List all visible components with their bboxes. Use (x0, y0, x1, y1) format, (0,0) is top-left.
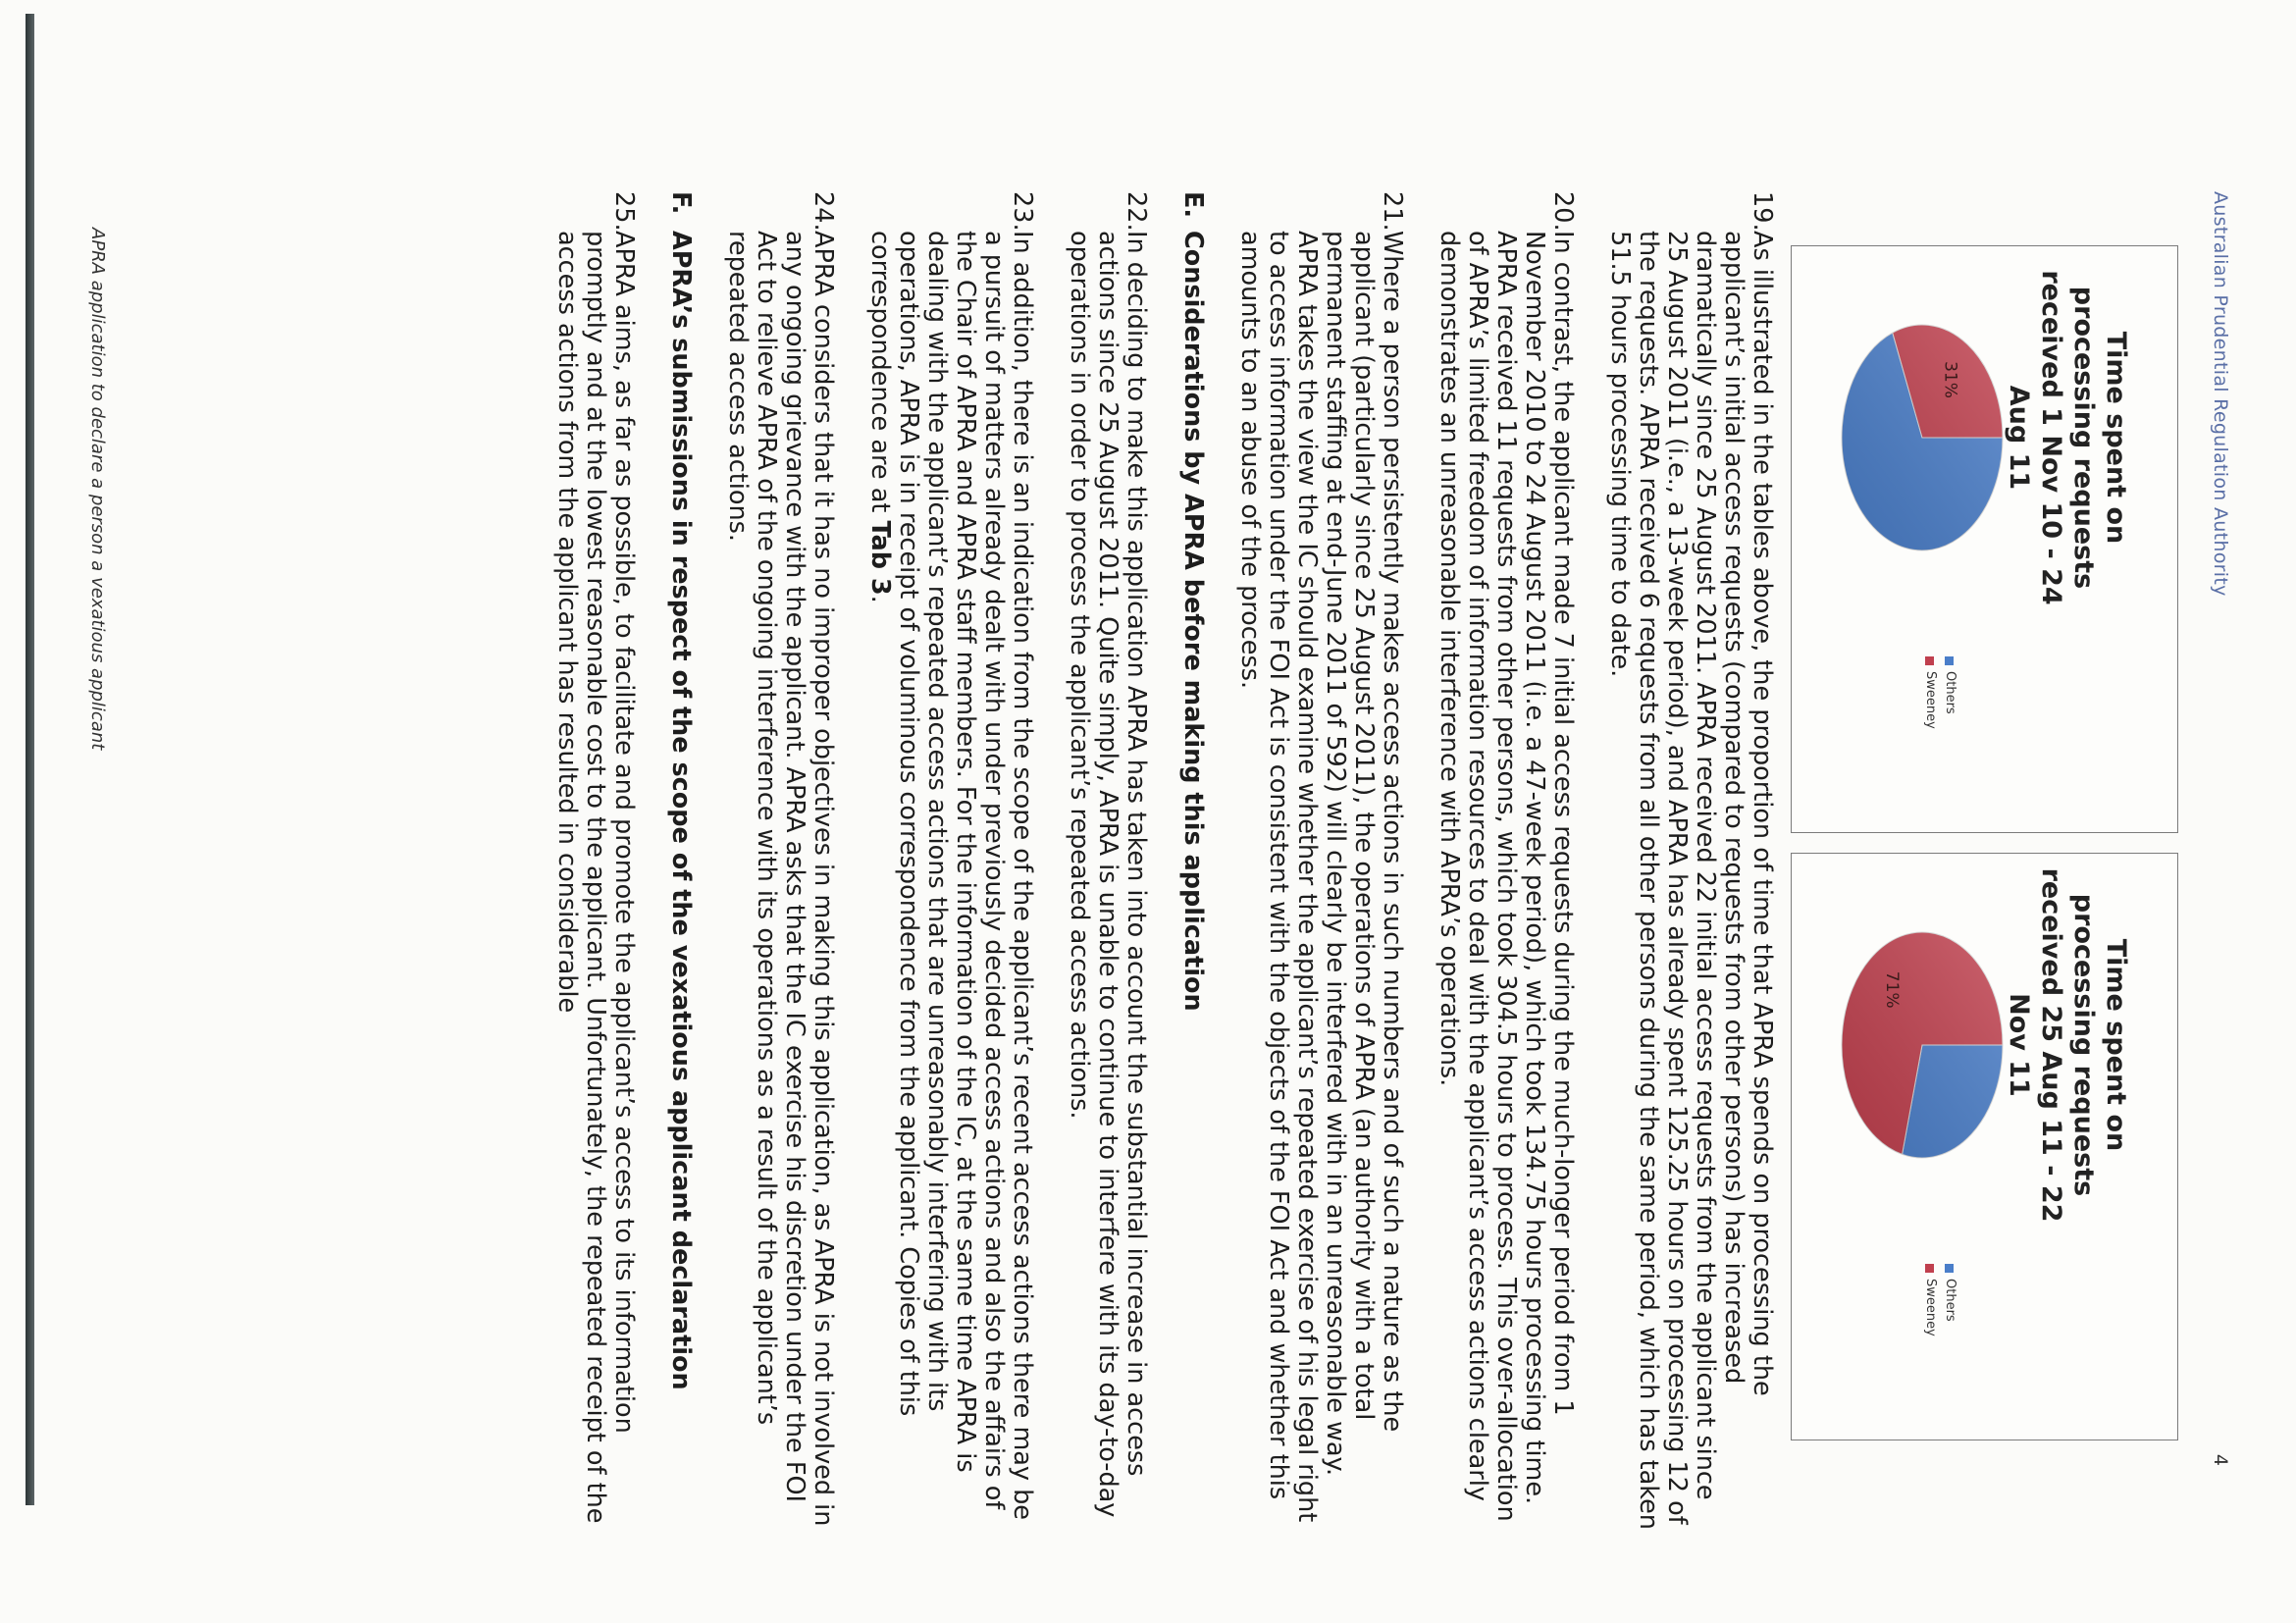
page-number: 4 (2210, 1453, 2231, 1466)
main-text (524, 191, 1776, 1531)
legend-swatch-others (1946, 1264, 1955, 1273)
legend-item-sweeney (1920, 1264, 1940, 1336)
paragraph-23 (865, 191, 1036, 1531)
running-header: Australian Prudential Regulation Authority (2210, 191, 2231, 597)
paragraph-text: APRA considers that it has no improper objectives in making this application, as APRA is not involved in any ongoing grievance with the applicant. APRA asks that the IC exercise his discretion under the FOI Act to relieve APRA of the ongoing interference with its operations as a result of the applicant’s repeated access actions. (723, 231, 838, 1527)
legend-label: Sweeney (1923, 671, 1938, 729)
paragraph-text: In addition, there is an indication from the scope of the applicant’s recent access actions there may be a pursuit of matters already dealt with under previously decided access actions and also the affairs of the Chair of APRA and APRA staff members. For the information of the IC, at the same time APRA is dealing with the applicant’s repeated access actions that are unreasonably interfering with its operations, APRA is in receipt of voluminous correspondence from the applicant. Copies of this correspondence are at (865, 231, 1037, 1520)
pie-slice-label: 71% (1881, 970, 1902, 1009)
chart-legend (1920, 656, 1959, 729)
legend-label: Others (1943, 1279, 1957, 1322)
paragraph-number: 23. (1008, 191, 1037, 232)
paragraph-25 (552, 191, 638, 1531)
paragraph-number: 24. (809, 191, 838, 232)
tab-reference: Tab 3 (865, 520, 895, 596)
paragraph-text: APRA aims, as far as possible, to facilitate and promote the applicant’s access to its information promptly and at the lowest reasonable cost to the applicant. Unfortunately, the repeated receipt of the access actions from the applicant has resulted in considerable (552, 231, 639, 1524)
section-heading-e (1178, 191, 1207, 1531)
paragraph-text: In deciding to make this application APRA has taken into account the substantial increase in access actions since 25 August 2011. Quite simply, APRA is unable to continue to interfere with its day-to-day operations in order to process the applicant’s repeated access actions. (1065, 231, 1151, 1518)
section-heading-f (666, 191, 695, 1531)
legend-label: Sweeney (1923, 1279, 1938, 1336)
legend-item-sweeney (1920, 656, 1940, 729)
paragraph-text: In contrast, the applicant made 7 initial access requests during the much-longer period from 1 November 2010 to 24 August 2011 (i.e. a 47-week period), which took 134.75 hours processing time. APRA received 11 requests from other persons, which took 304.5 hours to process. This over-allocation of APRA’s limited freedom of information resources to deal with the applicant’s access actions clearly demonstrates an unreasonable interference with APRA’s operations. (1435, 231, 1578, 1522)
pie-shading (1842, 325, 2003, 550)
legend-swatch-sweeney (1926, 1264, 1935, 1273)
chart-legend (1920, 1264, 1959, 1336)
legend-item-others (1940, 656, 1959, 729)
paragraph-tail: . (865, 595, 895, 603)
paragraph-number: 22. (1122, 191, 1151, 232)
pie-canvas (1814, 305, 2030, 570)
section-letter: E. (1178, 191, 1208, 219)
pie-shading (1842, 932, 2003, 1158)
pie-canvas (1814, 913, 2030, 1178)
section-heading-text: Considerations by APRA before making this application (1178, 231, 1208, 1012)
paragraph-19 (1605, 191, 1776, 1531)
footer-doc-title: APRA application to declare a person a vexatious applicant (87, 228, 108, 751)
paragraph-24 (723, 191, 837, 1531)
paragraph-text: As illustrated in the tables above, the proportion of time that APRA spends on processing the applicant’s initial access requests (compared to requests from other persons) has increased dramatically since 25 August 2011. APRA received 22 initial access requests from the applicant since 25 August 2011 (i.e., a 13-week period), and APRA has already spent 125.25 hours on processing 12 of the requests. APRA received 6 requests from all other persons during the same period, which has taken 51.5 hours processing time to date. (1605, 231, 1777, 1530)
pie-chart-1 (1791, 245, 2178, 833)
paragraph-22 (1065, 191, 1150, 1531)
legend-item-others (1940, 1264, 1959, 1336)
paragraph-20 (1435, 191, 1577, 1531)
paragraph-21 (1235, 191, 1406, 1531)
paragraph-text: Where a person persistently makes access actions in such numbers and of such a nature as the applicant (particularly since 25 August 2011), the operations of APRA (an authority with a total permanent staffing at end-June 2011 of 592) will clearly be interfered with in an unreasonable way. APRA takes the view the IC should examine whether the applicant’s repeated exercise of his legal right to access information under the FOI Act is consistent with the objects of the FOI Act and whether this amounts to an abuse of the process. (1235, 231, 1407, 1523)
legend-label: Others (1943, 671, 1957, 714)
paragraph-number: 25. (609, 191, 639, 232)
section-letter: F. (666, 191, 696, 215)
paragraph-number: 21. (1378, 191, 1407, 232)
pie-chart-2 (1791, 853, 2178, 1440)
paragraph-number: 20. (1548, 191, 1578, 232)
paragraph-number: 19. (1748, 191, 1777, 232)
legend-swatch-sweeney (1926, 656, 1935, 665)
section-heading-text: APRA’s submissions in respect of the scope of the vexatious applicant declaration (666, 231, 696, 1390)
pie-slice-label: 31% (1940, 361, 1960, 398)
legend-swatch-others (1946, 656, 1955, 665)
chart-title: Time spent on processing requests received 25 Aug 11 - 22 Nov 11 (2004, 867, 2131, 1223)
chart-title: Time spent on processing requests received 1 Nov 10 - 24 Aug 11 (2004, 270, 2131, 605)
